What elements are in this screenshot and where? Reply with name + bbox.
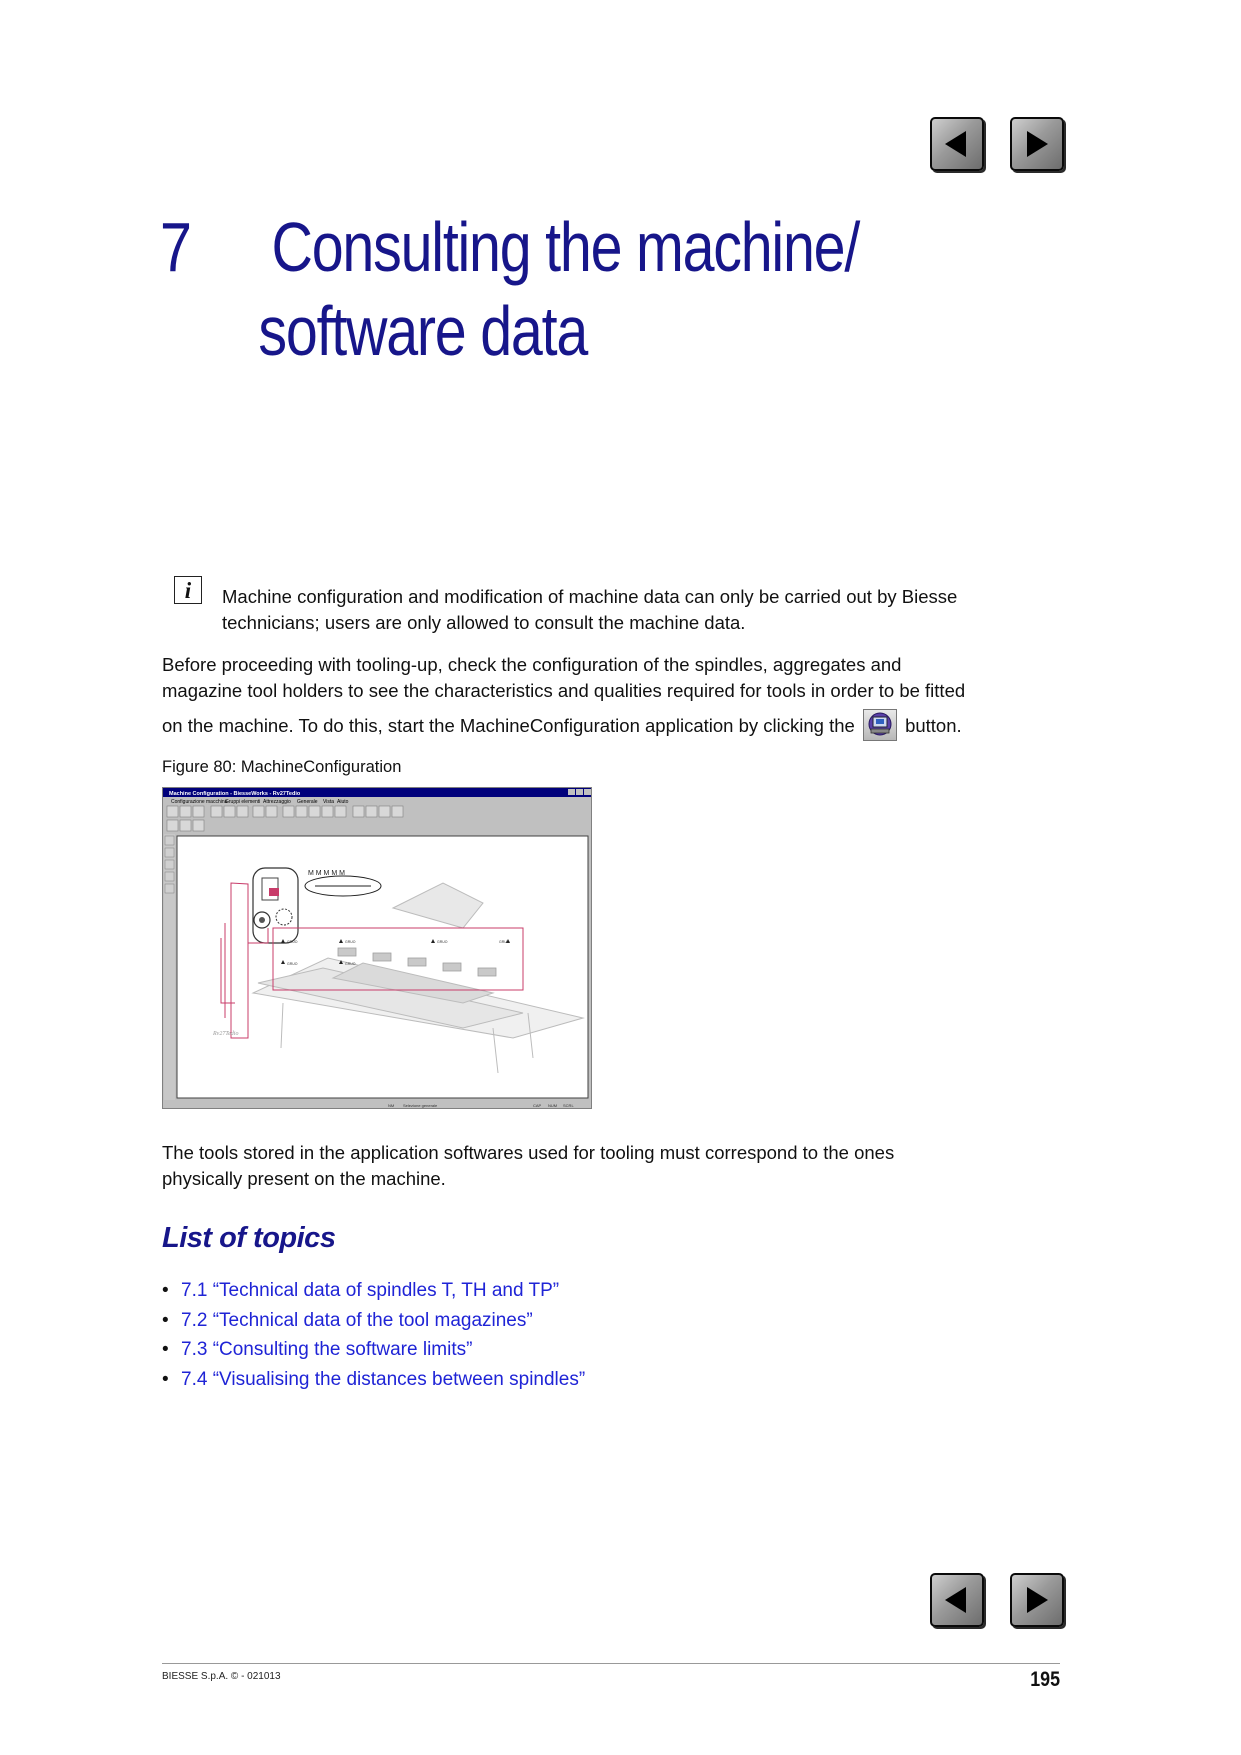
list-item: • 7.1 “Technical data of spindles T, TH and TP” bbox=[162, 1280, 560, 1301]
list-item: • 7.3 “Consulting the software limits” bbox=[162, 1339, 473, 1360]
spindle-label: GRUO bbox=[287, 962, 298, 966]
topic-link-7-2[interactable]: 7.2 “Technical data of the tool magazines” bbox=[181, 1309, 533, 1331]
machine-configuration-icon bbox=[863, 709, 897, 741]
machine-label: Rv27Tedio bbox=[213, 1031, 239, 1037]
menu-item: Gruppi elementi bbox=[225, 799, 261, 805]
prev-page-button[interactable] bbox=[930, 1573, 984, 1627]
spindle-label: GRUO bbox=[345, 962, 356, 966]
next-page-button[interactable] bbox=[1010, 1573, 1064, 1627]
chapter-title-line1: Consulting the machine/ bbox=[271, 208, 860, 286]
spindle-label: GRUO bbox=[345, 940, 356, 944]
menu-item: Attrezzaggio bbox=[263, 799, 291, 805]
footer-copyright: BIESSE S.p.A. © - 021013 bbox=[162, 1671, 281, 1682]
intro-paragraph: Before proceeding with tooling-up, check the configuration of the spindles, aggregates and magazine tool holders to see the characteristics and qualities required for tools in order to be fitted on the machine. To do this, start the MachineConfiguration application by clicking the button. bbox=[162, 652, 965, 741]
status-item: CAP bbox=[533, 1103, 542, 1108]
topic-link-7-3[interactable]: 7.3 “Consulting the software limits” bbox=[181, 1339, 473, 1360]
topics-list bbox=[162, 1276, 585, 1394]
figure-caption: Figure 80: MachineConfiguration bbox=[162, 758, 402, 776]
spindle-label: GRUO bbox=[499, 940, 510, 944]
chapter-title-line2: software data bbox=[258, 292, 588, 370]
info-i-icon: i bbox=[174, 576, 202, 604]
menu-item: Vista bbox=[323, 799, 335, 805]
topic-link-7-4[interactable]: 7.4 “Visualising the distances between spindles” bbox=[181, 1368, 586, 1390]
next-page-button[interactable] bbox=[1010, 117, 1064, 171]
menu-item: Generale bbox=[297, 799, 318, 805]
page-number: 195 bbox=[1030, 1668, 1060, 1691]
status-item: Selezione generale bbox=[403, 1103, 438, 1108]
list-item: • 7.4 “Visualising the distances between spindles” bbox=[162, 1368, 586, 1390]
triangle-right-icon bbox=[1012, 119, 1062, 169]
svg-text:M M M M M: M M M M M bbox=[308, 870, 345, 877]
triangle-right-icon bbox=[1012, 1575, 1062, 1625]
window-title: Machine Configuration - BiesseWorks - Rv27Tedio bbox=[169, 791, 301, 797]
menu-item: Aiuto bbox=[337, 799, 349, 805]
spindle-label: GRUO bbox=[287, 940, 298, 944]
chapter-number: 7 bbox=[160, 208, 191, 286]
prev-page-button[interactable] bbox=[930, 117, 984, 171]
topics-title: List of topics bbox=[162, 1222, 336, 1254]
menu-item: Configurazione macchina bbox=[171, 799, 228, 805]
status-item: NM bbox=[388, 1103, 395, 1108]
note-text: Machine configuration and modification of machine data can only be carried out by Biesse technicians; users are only allowed to consult the machine data. bbox=[222, 586, 958, 633]
status-item: NUM bbox=[548, 1103, 558, 1108]
machine-configuration-screenshot bbox=[162, 787, 592, 1109]
triangle-left-icon bbox=[932, 119, 982, 169]
outro-paragraph: The tools stored in the application softwares used for tooling must correspond to the ones physically present on the machine. bbox=[162, 1142, 895, 1189]
footer-divider bbox=[162, 1663, 1060, 1664]
spindle-label: GRUO bbox=[437, 940, 448, 944]
topic-link-7-1[interactable]: 7.1 “Technical data of spindles T, TH and TP” bbox=[181, 1280, 560, 1301]
status-item: SCRL bbox=[563, 1103, 574, 1108]
triangle-left-icon bbox=[932, 1575, 982, 1625]
list-item: • 7.2 “Technical data of the tool magazines” bbox=[162, 1309, 533, 1331]
